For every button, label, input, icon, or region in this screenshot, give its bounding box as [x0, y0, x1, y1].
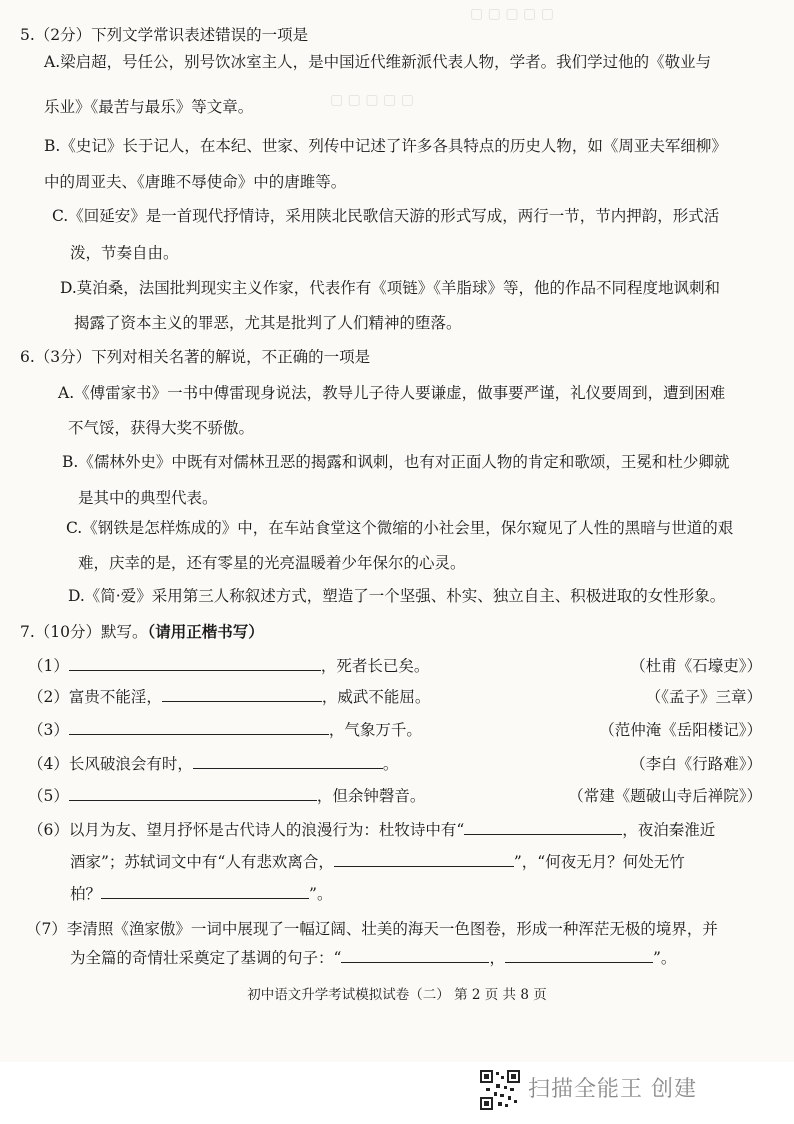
answer-blank[interactable] [69, 786, 317, 801]
q7-item-6-line-2 [70, 852, 685, 872]
q5-stem: 5.（2分）下列文学常识表述错误的一项是 [20, 26, 309, 44]
q7-item-2-source: （《孟子》三章） [645, 688, 762, 706]
item-number: （4） [28, 755, 69, 773]
item-number: （3） [28, 721, 69, 739]
q7-item-5 [28, 786, 425, 806]
q7-item-7-line-1: （7）李清照《渔家傲》一词中展现了一幅辽阔、壮美的海天一色图卷，形成一种浑茫无极的境界，并 [26, 920, 718, 938]
item-text: 为全篇的奇情壮采奠定了基调的句子：“ [70, 949, 342, 967]
q6-stem: 6.（3分）下列对相关名著的解说，不正确的一项是 [20, 348, 371, 366]
item-text: ”，“何夜无月？何处无竹 [513, 853, 685, 871]
item-text-before: 富贵不能淫， [68, 688, 162, 706]
item-text-after: ，但余钟磬音。 [316, 787, 426, 805]
qr-code-icon [480, 1070, 520, 1110]
item-text: ， [489, 949, 505, 967]
q7-item-7-line-2 [70, 948, 676, 968]
answer-blank[interactable] [101, 884, 309, 899]
q7-stem-text: 7.（10分）默写。 [20, 623, 148, 641]
q6-option-d: D.《简·爱》采用第三人称叙述方式，塑造了一个坚强、朴实、独立自主、积极进取的女性形象。 [68, 587, 726, 605]
q5-option-b-cont: 中的周亚夫、《唐雎不辱使命》中的唐雎等。 [44, 173, 347, 191]
answer-blank[interactable] [69, 720, 329, 735]
item-text-after: ，死者长已矣。 [320, 657, 430, 675]
answer-blank[interactable] [193, 754, 383, 769]
item-number: （1） [28, 657, 69, 675]
q7-item-3-source: （范仲淹《岳阳楼记》） [599, 721, 762, 739]
q7-item-1-source: （杜甫《石壕吏》） [630, 657, 762, 675]
item-text: ”。 [309, 885, 333, 903]
item-text-before: 长风破浪会有时， [68, 755, 193, 773]
q5-option-d: D.莫泊桑，法国批判现实主义作家，代表作有《项链》《羊脂球》等，他的作品不同程度地讽刺和 [60, 279, 721, 297]
bleed-through-text: ▢ ▢ ▢ ▢ ▢ [330, 92, 414, 108]
item-text: ”。 [652, 949, 677, 967]
q5-option-a-cont: 乐业》《最苦与最乐》等文章。 [44, 98, 254, 116]
item-text: （6）以月为友、望月抒怀是古代诗人的浪漫行为：杜牧诗中有“ [28, 821, 465, 839]
item-text: ，夜泊秦淮近 [622, 821, 716, 839]
answer-blank[interactable] [464, 820, 622, 835]
item-text-after: 。 [382, 755, 399, 773]
q7-stem [20, 622, 264, 642]
item-text: 酒家”；苏轼词文中有“人有悲欢离合， [70, 853, 334, 871]
q7-item-2 [28, 687, 430, 707]
q7-note: （请用正楷书写） [147, 622, 264, 641]
q6-option-c: C.《钢铁是怎样炼成的》中，在车站食堂这个微缩的小社会里，保尔窥见了人性的黑暗与世道的艰 [66, 519, 734, 537]
q5-option-c: C.《回延安》是一首现代抒情诗，采用陕北民歌信天游的形式写成，两行一节，节内押韵，形式活 [52, 207, 720, 225]
item-text: 柏？ [70, 885, 102, 903]
q7-item-3 [28, 720, 422, 740]
answer-blank[interactable] [162, 687, 322, 702]
q7-item-6-line-1 [28, 820, 715, 840]
item-text-after: ，威武不能屈。 [321, 688, 431, 706]
q6-option-c-cont: 难，庆幸的是，还有零星的光亮温暖着少年保尔的心灵。 [78, 554, 466, 572]
bleed-through-text: ▢ ▢ ▢ ▢ ▢ [470, 6, 554, 22]
q7-item-1 [28, 656, 429, 676]
q6-option-b-cont: 是其中的典型代表。 [78, 489, 218, 507]
q5-option-d-cont: 揭露了资本主义的罪恶，尤其是批判了人们精神的堕落。 [74, 314, 462, 332]
answer-blank[interactable] [334, 852, 514, 867]
answer-blank[interactable] [505, 948, 653, 963]
q5-option-c-cont: 泼，节奏自由。 [70, 244, 179, 262]
item-number: （5） [28, 787, 69, 805]
q7-item-5-source: （常建《题破山寺后禅院》） [568, 787, 762, 805]
item-number: （2） [28, 688, 69, 706]
answer-blank[interactable] [341, 948, 489, 963]
q6-option-b: B.《儒林外史》中既有对儒林丑恶的揭露和讽刺，也有对正面人物的肯定和歌颂，王冕和杜少卿就 [62, 453, 730, 471]
scanner-brand-text: 扫描全能王 创建 [528, 1077, 697, 1102]
q7-item-4-source: （李白《行路难》） [630, 755, 762, 773]
q5-option-b: B.《史记》长于记人，在本纪、世家、列传中记述了许多各具特点的历史人物，如《周亚夫军细柳》 [44, 137, 727, 155]
q6-option-a-cont: 不气馁，获得大奖不骄傲。 [68, 419, 255, 437]
page-footer: 初中语文升学考试模拟试卷（二） 第 2 页 共 8 页 [247, 987, 547, 1003]
answer-blank[interactable] [69, 656, 321, 671]
q7-item-6-line-3 [70, 884, 332, 904]
q7-item-4 [28, 754, 398, 774]
scanner-watermark-strip [0, 1062, 794, 1124]
item-text-after: ，气象万千。 [328, 721, 422, 739]
q6-option-a: A.《傅雷家书》一书中傅雷现身说法，教导儿子待人要谦虚，做事要严谨，礼仪要周到，遭到困难 [58, 384, 726, 402]
q5-option-a: A.梁启超，号任公，别号饮冰室主人，是中国近代维新派代表人物，学者。我们学过他的《敬业与 [44, 53, 712, 71]
